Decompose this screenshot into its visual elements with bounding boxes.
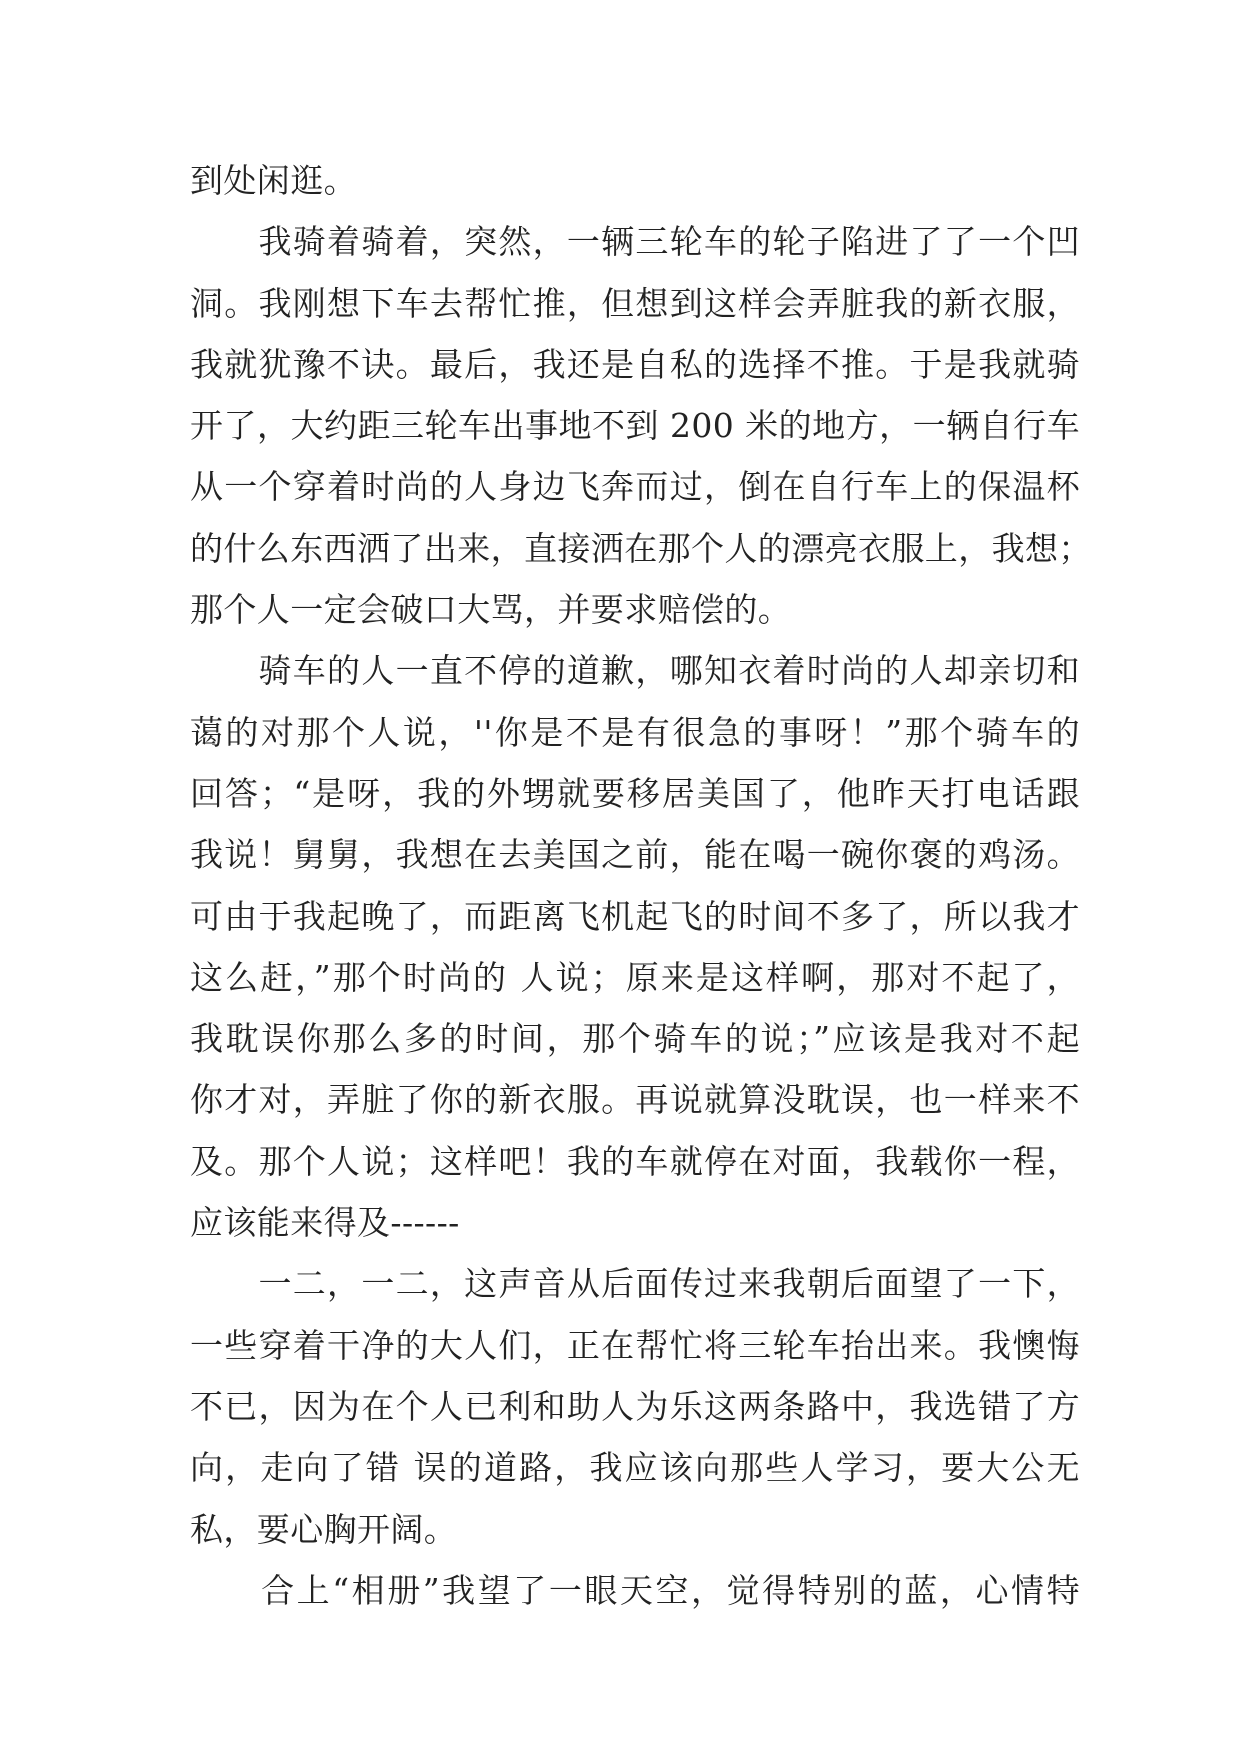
text-line: 洞。我刚想下车去帮忙推，但想到这样会弄脏我的新衣服，: [190, 283, 1080, 323]
text-line: 合上“相册”我望了一眼天空，觉得特别的蓝，心情特: [190, 1570, 1080, 1610]
text-line: 回答；“是呀，我的外甥就要移居美国了，他昨天打电话跟: [190, 773, 1080, 813]
text-line: 及。那个人说；这样吧！我的车就停在对面，我载你一程，: [190, 1141, 1080, 1181]
text-line: 私，要心胸开阔。: [190, 1509, 458, 1549]
text-line: 我骑着骑着，突然，一辆三轮车的轮子陷进了了一个凹: [190, 222, 1080, 262]
text-line: 一二，一二，这声音从后面传过来我朝后面望了一下，: [190, 1264, 1080, 1304]
text-line: 向，走向了错 误的道路，我应该向那些人学习，要大公无: [190, 1448, 1080, 1488]
text-line: 你才对，弄脏了你的新衣服。再说就算没耽误，也一样来不: [190, 1080, 1080, 1120]
text-line: 骑车的人一直不停的道歉，哪知衣着时尚的人却亲切和: [190, 651, 1080, 691]
text-line: 蔼的对那个人说，''你是不是有很急的事呀！”那个骑车的: [190, 712, 1080, 752]
text-line: 我说！舅舅，我想在去美国之前，能在喝一碗你褒的鸡汤。: [190, 835, 1080, 875]
text-line: 这么赶，”那个时尚的 人说；原来是这样啊，那对不起了，: [190, 957, 1080, 997]
text-line: 应该能来得及------: [190, 1203, 460, 1243]
text-line: 的什么东西洒了出来，直接洒在那个人的漂亮衣服上，我想；: [190, 528, 1092, 568]
text-line: 可由于我起晚了，而距离飞机起飞的时间不多了，所以我才: [190, 896, 1080, 936]
text-line: 一些穿着干净的大人们，正在帮忙将三轮车抬出来。我懊悔: [190, 1325, 1080, 1365]
text-line: 我耽误你那么多的时间，那个骑车的说；”应该是我对不起: [190, 1019, 1080, 1059]
text-line: 到处闲逛。: [190, 161, 357, 200]
text-line: 开了，大约距三轮车出事地不到 200 米的地方，一辆自行车: [190, 406, 1080, 446]
text-line: 我就犹豫不诀。最后，我还是自私的选择不推。于是我就骑: [190, 344, 1080, 384]
body-text: [190, 150, 1092, 1621]
text-line: 不已，因为在个人已利和助人为乐这两条路中，我选错了方: [190, 1386, 1080, 1426]
text-line: 那个人一定会破口大骂，并要求赔偿的。: [190, 590, 792, 630]
text-line: 从一个穿着时尚的人身边飞奔而过，倒在自行车上的保温杯: [190, 467, 1080, 507]
